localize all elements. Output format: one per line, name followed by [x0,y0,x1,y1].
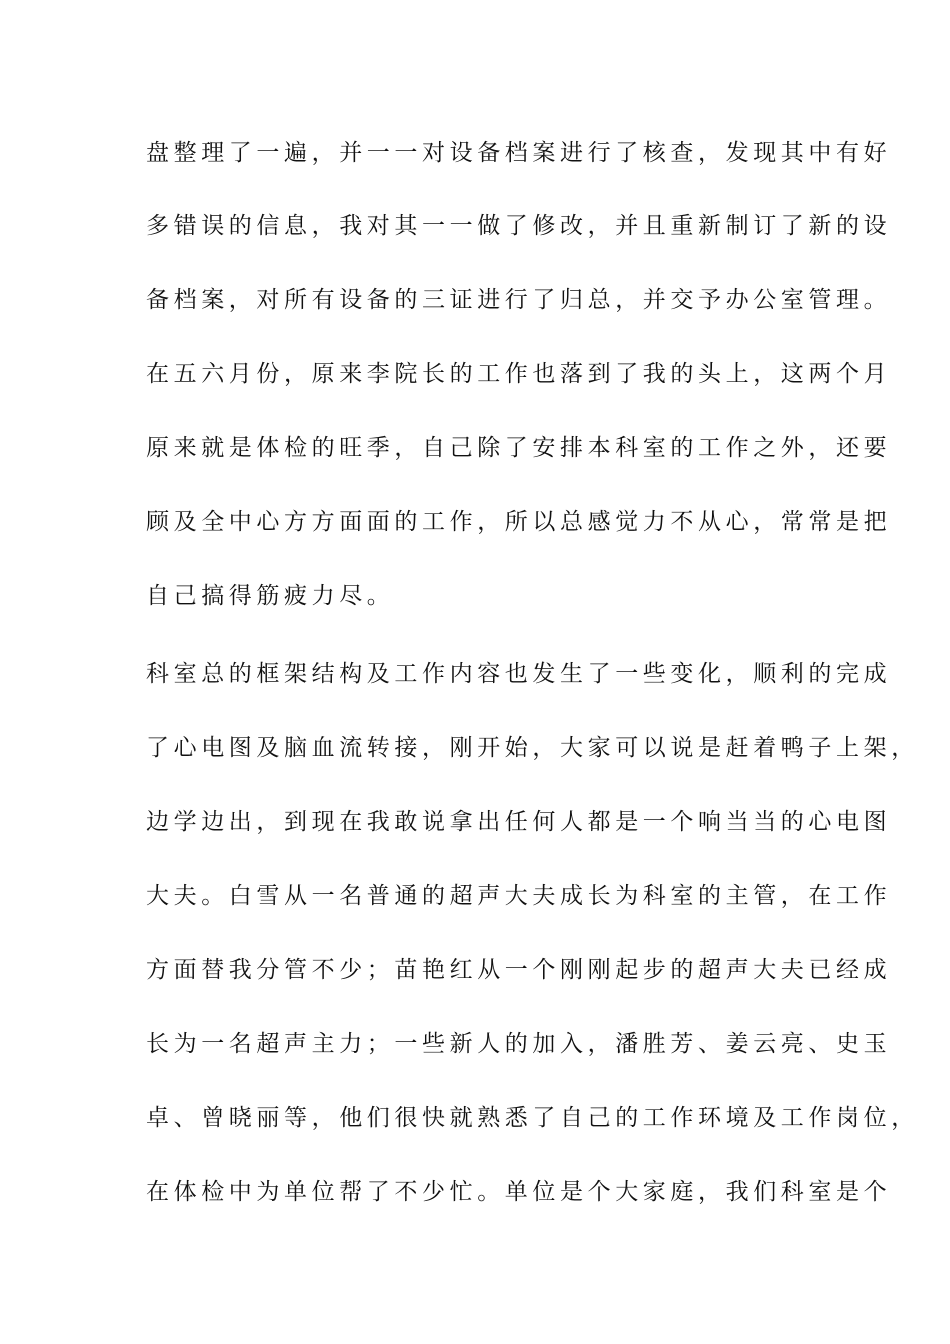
text-line: 在五六月份，原来李院长的工作也落到了我的头上，这两个月 [146,361,892,387]
text-line: 大夫。白雪从一名普通的超声大夫成长为科室的主管，在工作 [146,883,892,909]
text-line: 长为一名超声主力；一些新人的加入，潘胜芳、姜云亮、史玉 [146,1031,892,1057]
text-line: 备档案，对所有设备的三证进行了归总，并交予办公室管理。 [146,287,892,313]
text-line: 在体检中为单位帮了不少忙。单位是个大家庭，我们科室是个 [146,1179,892,1205]
text-line: 多错误的信息，我对其一一做了修改，并且重新制订了新的设 [146,213,892,239]
text-line: 盘整理了一遍，并一一对设备档案进行了核查，发现其中有好 [146,140,892,166]
text-line: 顾及全中心方方面面的工作，所以总感觉力不从心，常常是把 [146,509,892,535]
text-line: 自己搞得筋疲力尽。 [146,583,395,609]
text-line: 科室总的框架结构及工作内容也发生了一些变化，顺利的完成 [146,661,892,687]
text-line: 原来就是体检的旺季，自己除了安排本科室的工作之外，还要 [146,435,892,461]
text-line: 了心电图及脑血流转接，刚开始，大家可以说是赶着鸭子上架， [146,735,919,761]
text-line: 边学边出，到现在我敢说拿出任何人都是一个响当当的心电图 [146,809,892,835]
text-line: 卓、曾晓丽等，他们很快就熟悉了自己的工作环境及工作岗位， [146,1105,919,1131]
text-line: 方面替我分管不少；苗艳红从一个刚刚起步的超声大夫已经成 [146,957,892,983]
